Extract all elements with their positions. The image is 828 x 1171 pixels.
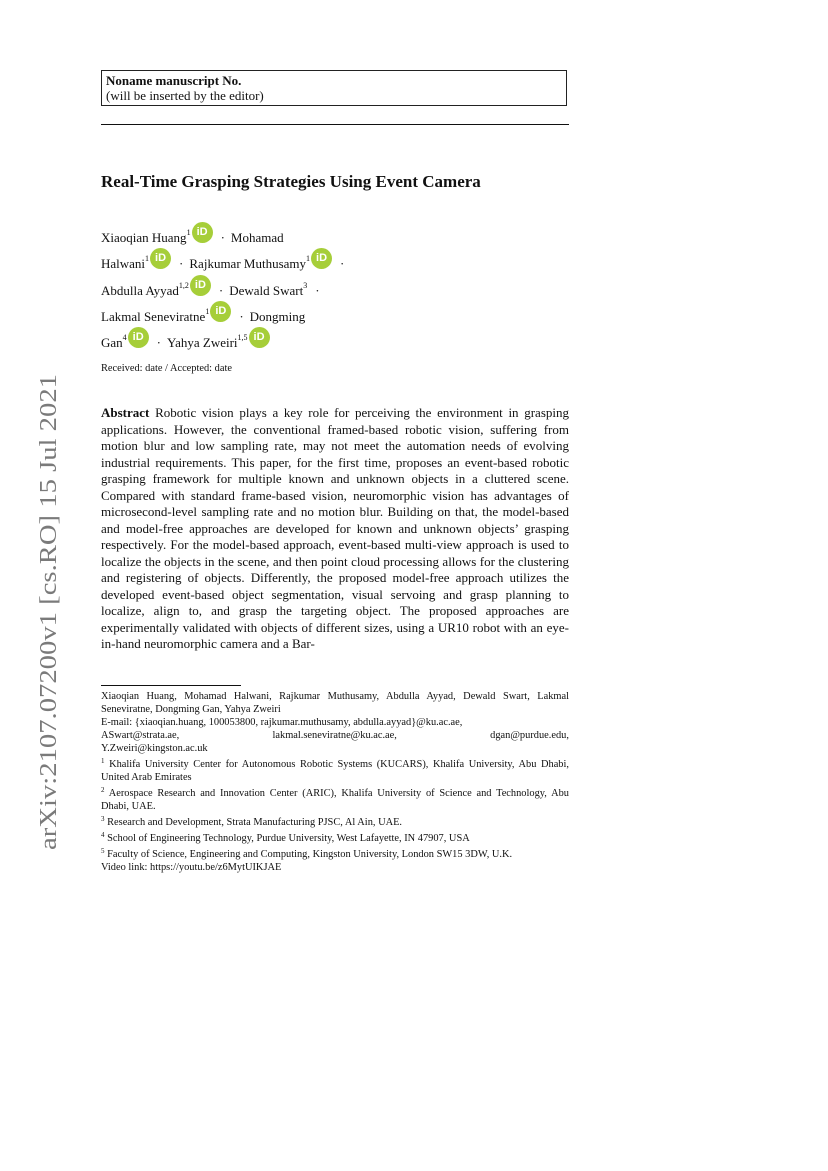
affiliation-mark: 1 [306, 254, 311, 264]
footnote-rule [101, 685, 241, 686]
arxiv-stamp [10, 372, 66, 852]
affiliation-mark: 1,2 [178, 280, 189, 290]
orcid-icon[interactable]: iD [311, 248, 332, 269]
author-separator: · [179, 256, 184, 272]
email-address: dgan@purdue.edu, [490, 730, 569, 741]
affiliation-mark: 1 [186, 228, 191, 237]
affiliation-mark: 1 [145, 254, 150, 264]
affiliation-number: 3 [101, 815, 105, 823]
author-separator: · [218, 282, 224, 298]
header-rule [101, 124, 569, 125]
affiliation-mark: 1,5 [237, 333, 248, 343]
affiliation-number: 1 [101, 757, 105, 765]
orcid-icon[interactable]: iD [150, 248, 171, 269]
email-address: lakmal.seneviratne@ku.ac.ae, [272, 730, 397, 741]
video-link[interactable]: Video link: https://youtu.be/z6MytUIKJAE [101, 862, 282, 873]
orcid-icon[interactable]: iD [192, 222, 213, 243]
author-name: Xiaoqian Huang [101, 230, 187, 245]
footnote-email-row [101, 729, 569, 742]
footnote-authors: Xiaoqian Huang, Mohamad Halwani, Rajkumar Muthusamy, Abdulla Ayyad, Dewald Swart, Lakmal Seneviratne, Dongming Gan, Yahya Zweiri [101, 691, 569, 715]
author-name: Halwani [101, 256, 146, 272]
affiliation-number: 5 [101, 847, 105, 855]
author-separator: · [156, 335, 162, 351]
orcid-icon[interactable]: iD [190, 275, 211, 296]
affiliation [101, 755, 569, 784]
author-name: Gan [101, 335, 123, 351]
affiliation-mark: 1 [205, 306, 210, 316]
footnotes [101, 690, 569, 874]
orcid-icon[interactable]: iD [249, 327, 270, 348]
author-name: Dewald Swart [229, 282, 304, 298]
author-name: Dongming [249, 308, 306, 324]
received-date: Received: date / Accepted: date [101, 363, 232, 374]
author-name: Mohamad [230, 230, 284, 245]
author-separator: · [315, 282, 320, 298]
orcid-icon[interactable]: iD [128, 327, 149, 348]
abstract-label: Abstract [101, 405, 150, 420]
affiliation-text: Research and Development, Strata Manufacturing PJSC, Al Ain, UAE. [107, 817, 403, 828]
email-address: ASwart@strata.ae, [101, 730, 180, 741]
affiliation-number: 4 [101, 831, 105, 839]
manuscript-number: Noname manuscript No. [106, 73, 242, 88]
affiliation [101, 829, 569, 845]
author-name: Yahya Zweiri [167, 335, 238, 351]
affiliation [101, 784, 569, 813]
affiliation-text: Aerospace Research and Innovation Center (ARIC), Khalifa University of Science and Technology, Abu Dhabi, UAE. [101, 788, 569, 812]
affiliation [101, 813, 569, 829]
affiliation-number: 2 [101, 786, 105, 794]
email-address: Y.Zweiri@kingston.ac.uk [101, 743, 208, 754]
author-separator: · [239, 308, 244, 324]
arxiv-id-text: arXiv:2107.07200v1 [cs.RO] 15 Jul 2021 [36, 451, 62, 850]
author-line [101, 299, 401, 325]
author-block [101, 220, 401, 351]
abstract-text: Robotic vision plays a key role for perceiving the environment in grasping applications. However, the conventional framed-based robotic vision, suffering from motion blur and low sampling rate, may not meet the automation needs of evolving industrial requirements. This paper, for the first time, proposes an event-based robotic grasping framework for multiple known and unknown objects in a cluttered scene. Compared with standard frame-based vision, neuromorphic vision has advantages of microsecond-level sampling rate and no motion blur. Building on that, the model-based and model-free approaches are developed for known and unknown objects’ grasping respectively. For the model-based approach, event-based multi-view approach is used to localize the objects in the scene, and then point cloud processing allows for the clustering and registering of objects. Differently, the proposed model-free approach utilizes the developed event-based object segmentation, visual servoing and grasp planning to localize, align to, and grasp the targeting object. The proposed approaches are experimentally validated with objects of different sizes, using a UR10 robot with an eye-in-hand neuromorphic camera and a Bar- [101, 405, 569, 651]
affiliation-text: Faculty of Science, Engineering and Computing, Kingston University, London SW15 3DW, U.K. [107, 849, 513, 860]
abstract [101, 405, 569, 653]
author-name: Lakmal Seneviratne [101, 308, 206, 324]
manuscript-note: (will be inserted by the editor) [106, 88, 264, 103]
orcid-icon[interactable]: iD [210, 301, 231, 322]
author-separator: · [340, 256, 345, 272]
author-line [101, 246, 401, 272]
affiliation [101, 845, 569, 861]
paper-title: Real-Time Grasping Strategies Using Event Camera [101, 172, 481, 191]
author-name: Rajkumar Muthusamy [189, 256, 307, 272]
author-line [101, 220, 401, 246]
footnote-email: E-mail: {xiaoqian.huang, 100053800, rajkumar.muthusamy, abdulla.ayyad}@ku.ac.ae, [101, 717, 463, 728]
affiliation-text: Khalifa University Center for Autonomous Robotic Systems (KUCARS), Khalifa University, Abu Dhabi, United Arab Emirates [101, 759, 569, 783]
affiliation-mark: 4 [122, 333, 127, 343]
author-name: Abdulla Ayyad [101, 282, 179, 298]
affiliation-text: School of Engineering Technology, Purdue University, West Lafayette, IN 47907, USA [107, 833, 470, 844]
affiliation-mark: 3 [303, 280, 308, 290]
author-separator: · [220, 230, 225, 245]
manuscript-box [101, 70, 567, 106]
author-line [101, 325, 401, 351]
author-line [101, 273, 401, 299]
